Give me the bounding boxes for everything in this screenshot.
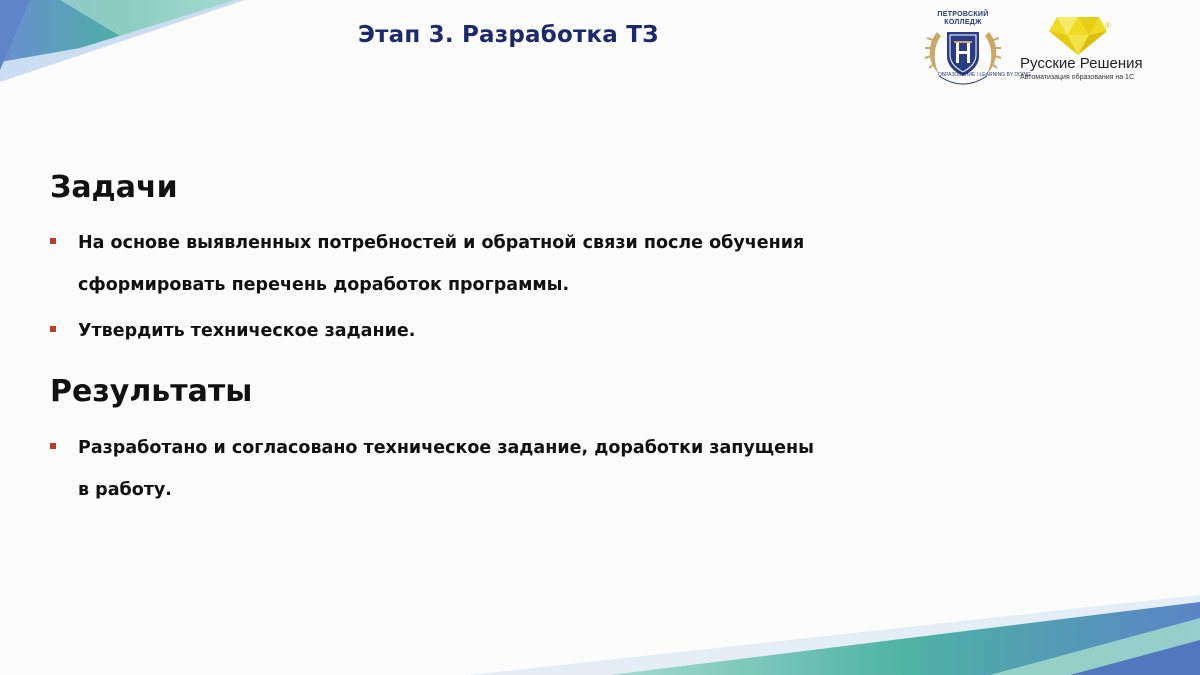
college-logo-motto: ОБРАЗОВАНИЕ / LEARNING BY DOING <box>938 72 1031 78</box>
tasks-bullet-2 <box>50 310 830 352</box>
bullet-square-icon <box>50 238 56 244</box>
tasks-bullet-text: На основе выявленных потребностей и обратной связи после обучения сформировать перечень доработок программы. <box>78 233 805 295</box>
tasks-bullet-text: Утвердить техническое задание. <box>78 321 416 341</box>
russian-solutions-logo-icon <box>1047 15 1109 57</box>
results-heading: Результаты <box>50 374 253 409</box>
bullet-square-icon <box>50 326 56 332</box>
college-logo-caption: ПЕТРОВСКИЙ КОЛЛЕДЖ <box>937 11 989 26</box>
company-name: Русские Решения <box>1020 55 1143 72</box>
bullet-square-icon <box>50 443 56 449</box>
tasks-bullet-1 <box>50 222 830 306</box>
slide-title: Этап 3. Разработка ТЗ <box>358 22 659 48</box>
tasks-heading: Задачи <box>50 170 178 205</box>
company-tagline: Автоматизация образования на 1С <box>1020 74 1135 81</box>
results-bullet-text: Разработано и согласовано техническое задание, доработки запущены в работу. <box>78 438 814 500</box>
registered-mark: ® <box>1105 21 1111 30</box>
results-bullet-1 <box>50 427 830 511</box>
